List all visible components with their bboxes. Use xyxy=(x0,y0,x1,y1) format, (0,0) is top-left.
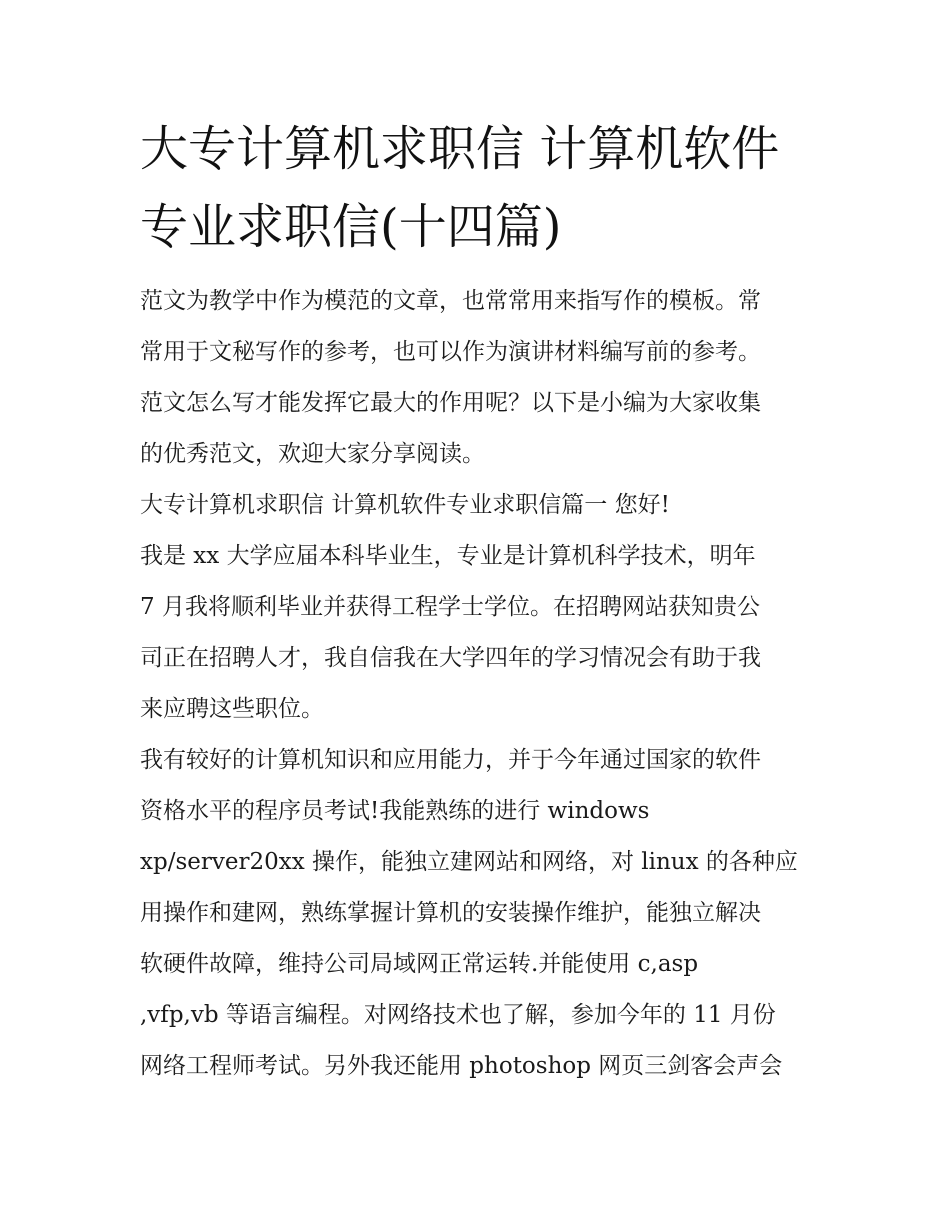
intro-paragraph xyxy=(140,276,820,480)
text-line: ,vfp,vb 等语言编程。对网络技术也了解，参加今年的 11 月份 xyxy=(140,1002,776,1028)
body-paragraph-1 xyxy=(140,531,820,735)
body-paragraph-2 xyxy=(140,735,820,1092)
text-line: xp/server20xx 操作，能独立建网站和网络，对 linux 的各种应 xyxy=(140,849,798,875)
text-line: 我有较好的计算机知识和应用能力，并于今年通过国家的软件 xyxy=(140,747,761,773)
document-page xyxy=(140,110,820,1092)
text-line: 用操作和建网，熟练掌握计算机的安装操作维护，能独立解决 xyxy=(140,900,761,926)
text-line: 资格水平的程序员考试!我能熟练的进行 windows xyxy=(140,798,650,824)
title-line-1: 大专计算机求职信 计算机软件 xyxy=(140,121,780,177)
text-line: 来应聘这些职位。 xyxy=(140,696,324,722)
text-line: 的优秀范文，欢迎大家分享阅读。 xyxy=(140,441,485,467)
text-line: 大专计算机求职信 计算机软件专业求职信篇一 您好! xyxy=(140,492,670,518)
text-line: 常用于文秘写作的参考，也可以作为演讲材料编写前的参考。 xyxy=(140,339,761,365)
text-line: 网络工程师考试。另外我还能用 photoshop 网页三剑客会声会 xyxy=(140,1053,783,1079)
text-line: 范文为教学中作为模范的文章，也常常用来指写作的模板。常 xyxy=(140,288,761,314)
text-line: 范文怎么写才能发挥它最大的作用呢？以下是小编为大家收集 xyxy=(140,390,761,416)
document-title xyxy=(140,110,820,266)
section-heading-paragraph xyxy=(140,480,820,531)
text-line: 我是 xx 大学应届本科毕业生，专业是计算机科学技术，明年 xyxy=(140,543,756,569)
text-line: 软硬件故障，维持公司局域网正常运转.并能使用 c,asp xyxy=(140,951,699,977)
text-line: 司正在招聘人才，我自信我在大学四年的学习情况会有助于我 xyxy=(140,645,761,671)
text-line: 7 月我将顺利毕业并获得工程学士学位。在招聘网站获知贵公 xyxy=(140,594,760,620)
title-line-2: 专业求职信(十四篇) xyxy=(140,199,562,255)
